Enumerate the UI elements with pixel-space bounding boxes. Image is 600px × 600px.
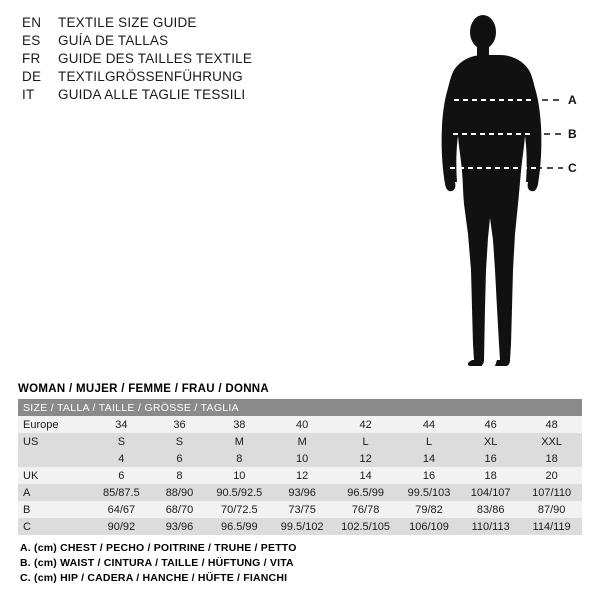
cell: 79/82: [398, 501, 460, 518]
row-label-europe: Europe: [18, 416, 91, 433]
cell: 48: [521, 416, 582, 433]
cell: 106/109: [398, 518, 460, 535]
cell: 110/113: [460, 518, 521, 535]
row-label-us-numeric: [18, 450, 91, 467]
cell: 16: [398, 467, 460, 484]
cell: XL: [460, 433, 521, 450]
table-row: [18, 467, 582, 484]
cell: 36: [151, 416, 207, 433]
cell: 68/70: [151, 501, 207, 518]
cell: 93/96: [151, 518, 207, 535]
table-row: [18, 416, 582, 433]
language-code-it: IT: [22, 87, 35, 102]
female-silhouette: [442, 15, 542, 366]
cell: 18: [521, 450, 582, 467]
cell: 96.5/99: [208, 518, 271, 535]
cell: 76/78: [333, 501, 398, 518]
table-row: [18, 518, 582, 535]
language-row-de: [22, 68, 352, 86]
table-row: [18, 484, 582, 501]
chest-marker-label: A: [568, 93, 577, 107]
cell: 93/96: [271, 484, 333, 501]
language-row-fr: [22, 50, 352, 68]
table-header-row: [18, 399, 582, 416]
language-code-es: ES: [22, 33, 41, 48]
cell: 6: [151, 450, 207, 467]
cell: 4: [91, 450, 151, 467]
cell: 6: [91, 467, 151, 484]
cell: 70/72.5: [208, 501, 271, 518]
cell: 42: [333, 416, 398, 433]
cell: 44: [398, 416, 460, 433]
language-title-it: GUIDA ALLE TAGLIE TESSILI: [58, 87, 246, 102]
cell: 85/87.5: [91, 484, 151, 501]
size-table: [18, 399, 582, 535]
cell: 87/90: [521, 501, 582, 518]
cell: XXL: [521, 433, 582, 450]
cell: 90/92: [91, 518, 151, 535]
cell: S: [151, 433, 207, 450]
cell: M: [271, 433, 333, 450]
cell: S: [91, 433, 151, 450]
table-row: [18, 450, 582, 467]
language-row-es: [22, 32, 352, 50]
cell: 12: [271, 467, 333, 484]
cell: 104/107: [460, 484, 521, 501]
cell: 8: [151, 467, 207, 484]
legend-line-chest: A. (cm) CHEST / PECHO / POITRINE / TRUHE / PETTO: [20, 542, 297, 554]
language-row-it: [22, 86, 352, 104]
language-title-en: TEXTILE SIZE GUIDE: [58, 15, 197, 30]
language-code-en: EN: [22, 15, 42, 30]
cell: 14: [398, 450, 460, 467]
row-label-c: C: [18, 518, 91, 535]
cell: 114/119: [521, 518, 582, 535]
cell: 38: [208, 416, 271, 433]
cell: 107/110: [521, 484, 582, 501]
legend-line-hip: C. (cm) HIP / CADERA / HANCHE / HÜFTE / FIANCHI: [20, 572, 288, 584]
cell: 99.5/102: [271, 518, 333, 535]
language-code-de: DE: [22, 69, 42, 84]
cell: 40: [271, 416, 333, 433]
language-title-list: [22, 14, 352, 104]
cell: 96.5/99: [333, 484, 398, 501]
table-row: [18, 501, 582, 518]
row-label-us: US: [18, 433, 91, 450]
cell: 16: [460, 450, 521, 467]
row-label-a: A: [18, 484, 91, 501]
cell: 10: [208, 467, 271, 484]
language-code-fr: FR: [22, 51, 41, 66]
cell: 90.5/92.5: [208, 484, 271, 501]
cell: 12: [333, 450, 398, 467]
cell: L: [398, 433, 460, 450]
cell: 99.5/103: [398, 484, 460, 501]
size-table-section: [18, 383, 582, 535]
cell: 14: [333, 467, 398, 484]
table-row: [18, 433, 582, 450]
female-body-diagram: [400, 8, 596, 378]
language-title-es: GUÍA DE TALLAS: [58, 33, 169, 48]
language-row-en: [22, 14, 352, 32]
row-label-uk: UK: [18, 467, 91, 484]
cell: 34: [91, 416, 151, 433]
cell: M: [208, 433, 271, 450]
waist-marker-label: B: [568, 127, 577, 141]
cell: 102.5/105: [333, 518, 398, 535]
legend-line-waist: B. (cm) WAIST / CINTURA / TAILLE / HÜFTUNG / VITA: [20, 557, 294, 569]
cell: L: [333, 433, 398, 450]
language-title-de: TEXTILGRÖSSENFÜHRUNG: [58, 69, 243, 84]
cell: 8: [208, 450, 271, 467]
table-caption: WOMAN / MUJER / FEMME / FRAU / DONNA: [18, 383, 270, 395]
hip-marker-label: C: [568, 161, 577, 175]
table-header-label: SIZE / TALLA / TAILLE / GRÖSSE / TAGLIA: [18, 399, 582, 416]
language-title-fr: GUIDE DES TAILLES TEXTILE: [58, 51, 253, 66]
cell: 46: [460, 416, 521, 433]
cell: 20: [521, 467, 582, 484]
cell: 73/75: [271, 501, 333, 518]
measurement-legend: [20, 541, 540, 586]
cell: 83/86: [460, 501, 521, 518]
cell: 88/90: [151, 484, 207, 501]
cell: 10: [271, 450, 333, 467]
cell: 64/67: [91, 501, 151, 518]
cell: 18: [460, 467, 521, 484]
row-label-b: B: [18, 501, 91, 518]
